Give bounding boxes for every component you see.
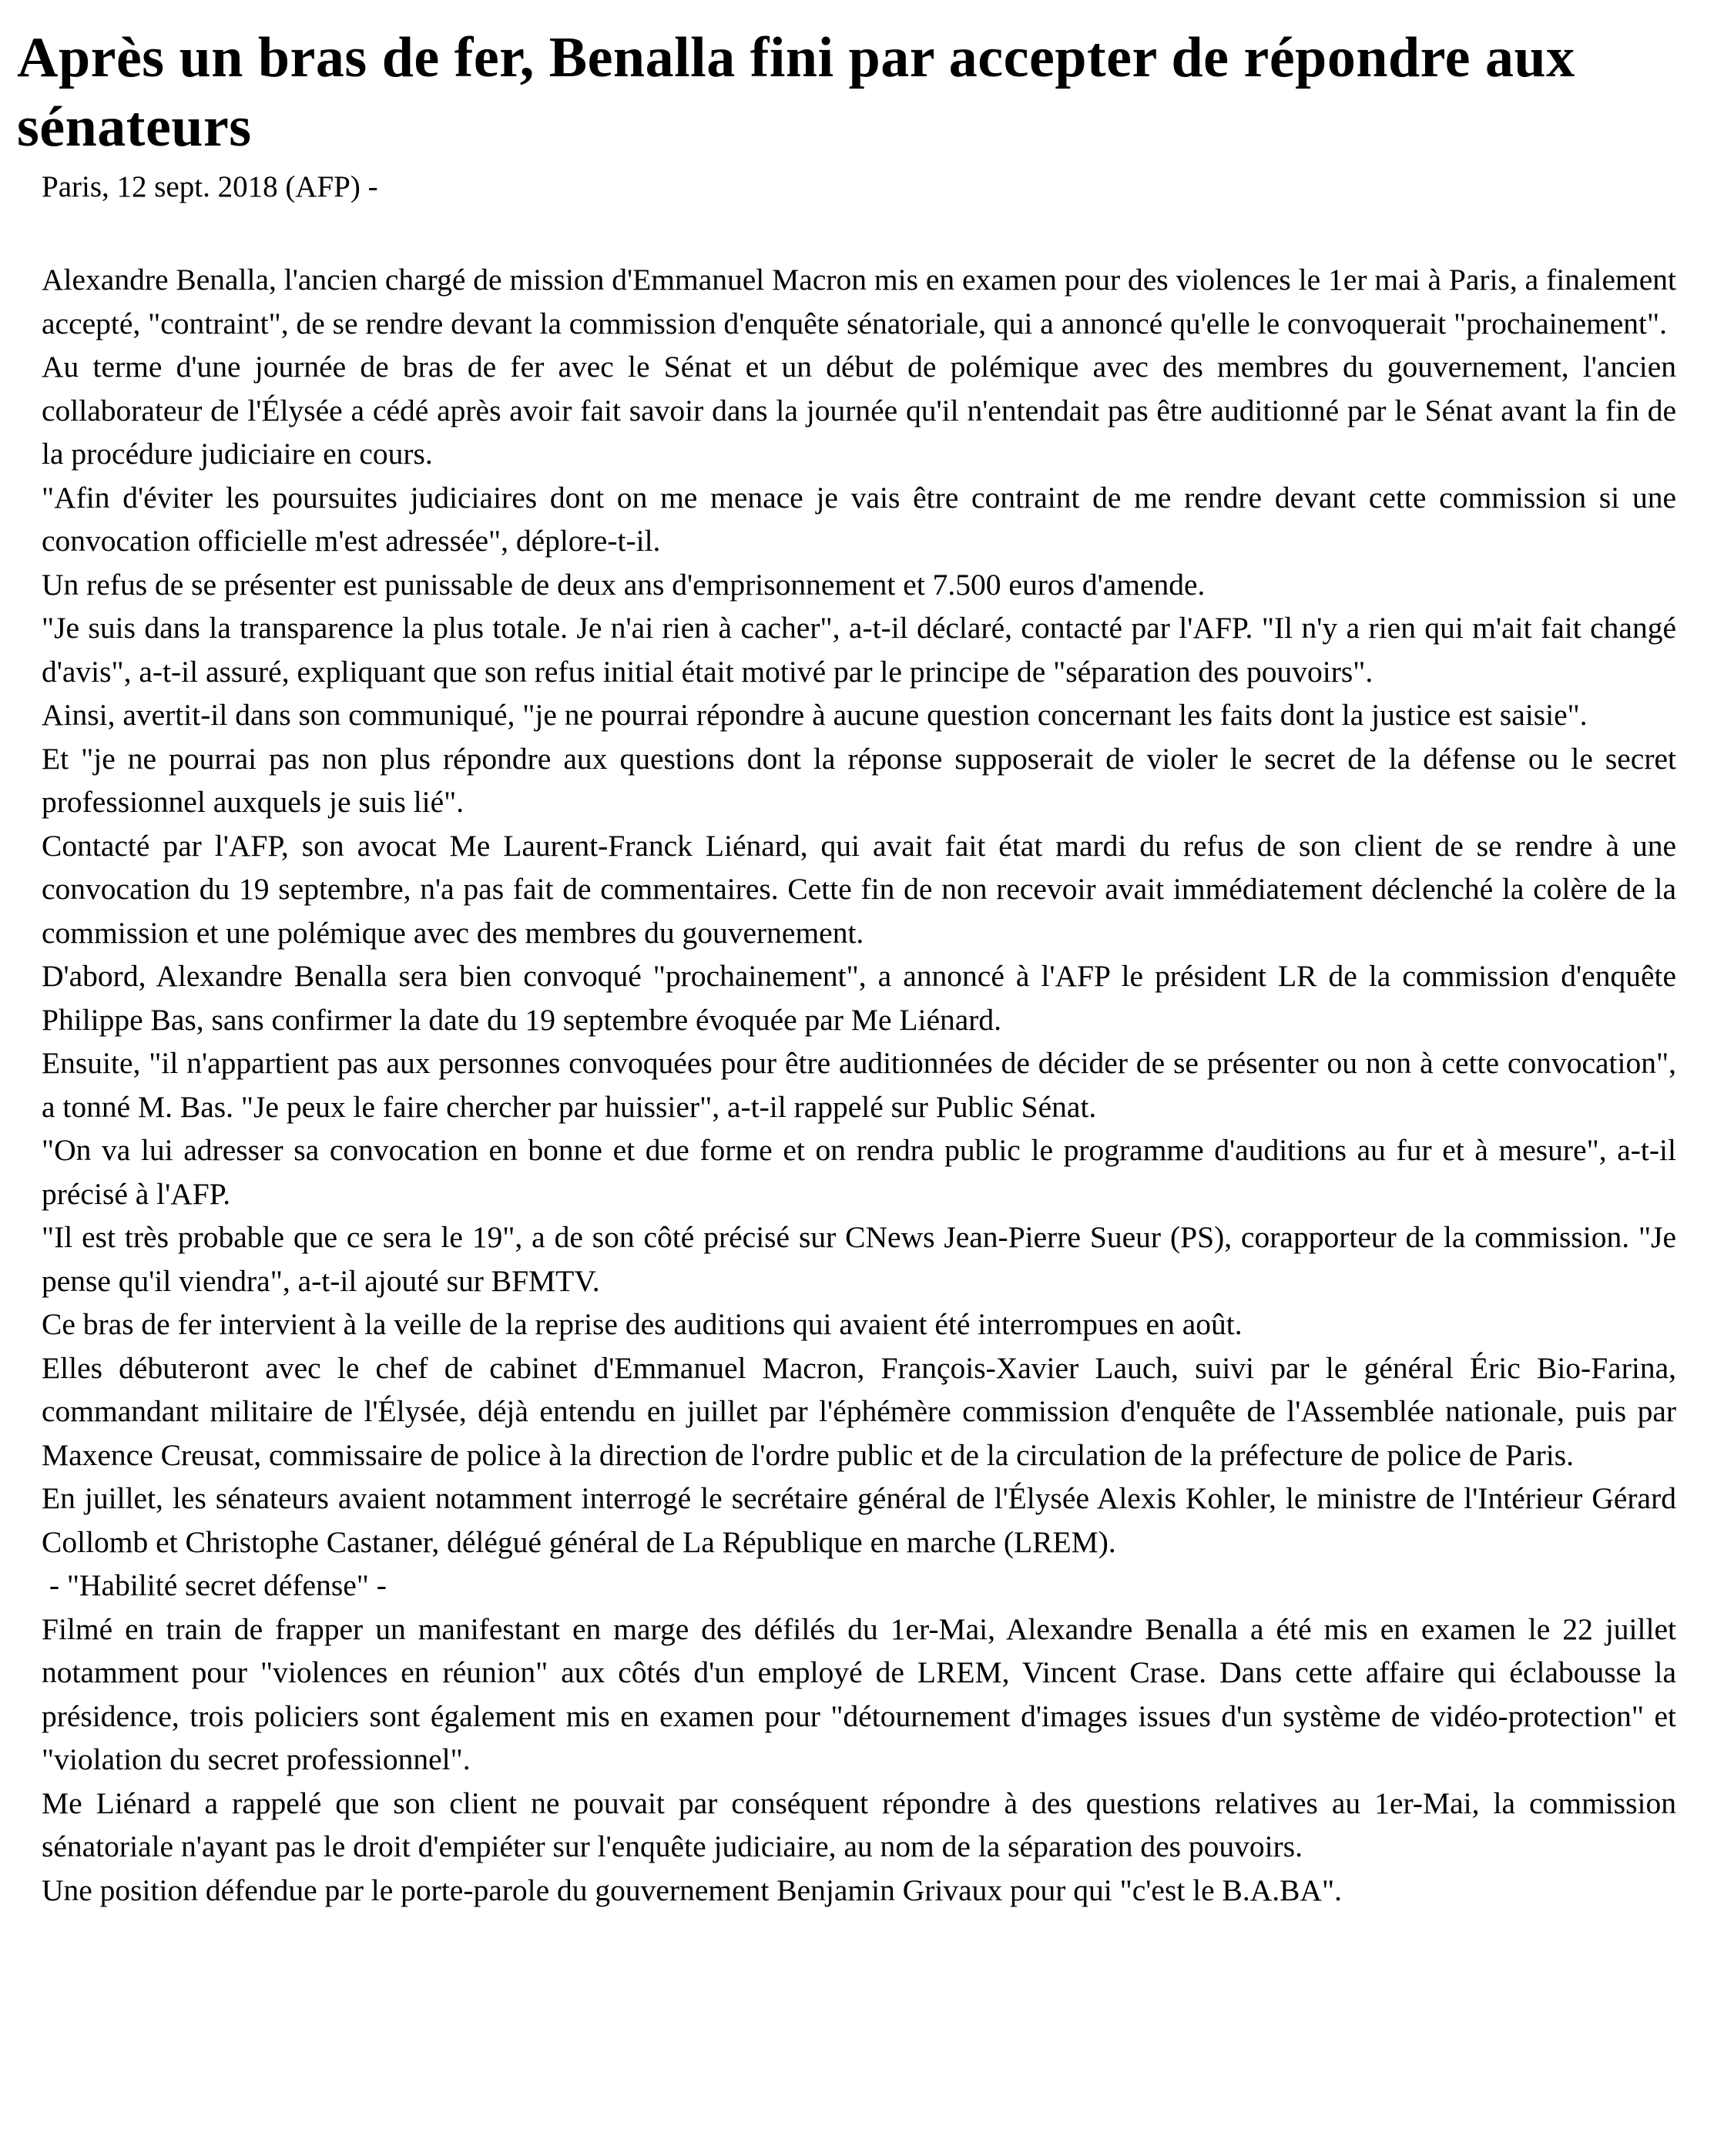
article-paragraph: "Il est très probable que ce sera le 19", a de son côté précisé sur CNews Jean-Pierre Sueur (PS), corapporteur de la commission. "Je pense qu'il viendra", a-t-il ajouté sur BFMTV. — [42, 1220, 1676, 1298]
article-paragraph: Une position défendue par le porte-parole du gouvernement Benjamin Grivaux pour qui "c'est le B.A.BA". — [42, 1873, 1343, 1907]
article-paragraph: En juillet, les sénateurs avaient notamment interrogé le secrétaire général de l'Élysée Alexis Kohler, le ministre de l'Intérieur Gérard Collomb et Christophe Castaner, délégué général de La République en marche (LREM). — [42, 1481, 1676, 1559]
article-paragraph: Ce bras de fer intervient à la veille de la reprise des auditions qui avaient été interrompues en août. — [42, 1307, 1243, 1341]
article-body — [42, 258, 1676, 1912]
article-subheading: - "Habilité secret défense" - — [42, 1568, 387, 1602]
article-paragraph: Elles débuteront avec le chef de cabinet d'Emmanuel Macron, François-Xavier Lauch, suivi par le général Éric Bio-Farina, commandant militaire de l'Élysée, déjà entendu en juillet par l'éphémère commission d'enquête de l'Assemblée nationale, puis par Maxence Creusat, commissaire de police à la direction de l'ordre public et de la circulation de la préfecture de police de Paris. — [42, 1350, 1676, 1472]
article-paragraph: Alexandre Benalla, l'ancien chargé de mission d'Emmanuel Macron mis en examen pour des violences le 1er mai à Paris, a finalement accepté, "contraint", de se rendre devant la commission d'enquête sénatoriale, qui a annoncé qu'elle le convoquerait "prochainement". — [42, 263, 1676, 340]
article-paragraph: "Je suis dans la transparence la plus totale. Je n'ai rien à cacher", a-t-il déclaré, contacté par l'AFP. "Il n'y a rien qui m'ait fait changé d'avis", a-t-il assuré, expliquant que son refus initial était motivé par le principe de "séparation des pouvoirs". — [42, 611, 1676, 689]
article-paragraph: Contacté par l'AFP, son avocat Me Laurent-Franck Liénard, qui avait fait état mardi du refus de son client de se rendre à une convocation du 19 septembre, n'a pas fait de commentaires. Cette fin de non recevoir avait immédiatement déclenché la colère de la commission et une polémique avec des membres du gouvernement. — [42, 828, 1676, 950]
article-paragraph: Me Liénard a rappelé que son client ne pouvait par conséquent répondre à des questions relatives au 1er-Mai, la commission sénatoriale n'ayant pas le droit d'empiéter sur l'enquête judiciaire, au nom de la séparation des pouvoirs. — [42, 1785, 1676, 1863]
article-paragraph: "Afin d'éviter les poursuites judiciaires dont on me menace je vais être contraint de me rendre devant cette commission si une convocation officielle m'est adressée", déplore-t-il. — [42, 480, 1676, 558]
article-paragraph: Filmé en train de frapper un manifestant en marge des défilés du 1er-Mai, Alexandre Benalla a été mis en examen le 22 juillet notamment pour "violences en réunion" aux côtés d'un employé de LREM, Vincent Crase. Dans cette affaire qui éclabousse la présidence, trois policiers sont également mis en examen pour "détournement d'images issues d'un système de vidéo-protection" et "violation du secret professionnel". — [42, 1611, 1676, 1776]
article-paragraph: Au terme d'une journée de bras de fer avec le Sénat et un début de polémique avec des membres du gouvernement, l'ancien collaborateur de l'Élysée a cédé après avoir fait savoir dans la journée qu'il n'entendait pas être auditionné par le Sénat avant la fin de la procédure judiciaire en cours. — [42, 350, 1676, 471]
article-paragraph: Un refus de se présenter est punissable de deux ans d'emprisonnement et 7.500 euros d'amende. — [42, 567, 1206, 602]
article-paragraph: "On va lui adresser sa convocation en bonne et due forme et on rendra public le programme d'auditions au fur et à mesure", a-t-il précisé à l'AFP. — [42, 1133, 1676, 1211]
article-paragraph: D'abord, Alexandre Benalla sera bien convoqué "prochainement", a annoncé à l'AFP le président LR de la commission d'enquête Philippe Bas, sans confirmer la date du 19 septembre évoquée par Me Liénard. — [42, 959, 1676, 1037]
article-paragraph: Ainsi, avertit-il dans son communiqué, "je ne pourrai répondre à aucune question concernant les faits dont la justice est saisie". — [42, 698, 1588, 732]
article-paragraph: Ensuite, "il n'appartient pas aux personnes convoquées pour être auditionnées de décider de se présenter ou non à cette convocation", a tonné M. Bas. "Je peux le faire chercher par huissier", a-t-il rappelé sur Public Sénat. — [42, 1046, 1676, 1124]
article-dateline: Paris, 12 sept. 2018 (AFP) - — [42, 170, 378, 203]
article-headline: Après un bras de fer, Benalla fini par accepter de répondre aux sénateurs — [17, 26, 1575, 159]
article-paragraph: Et "je ne pourrai pas non plus répondre aux questions dont la réponse supposerait de violer le secret de la défense ou le secret professionnel auxquels je suis lié". — [42, 741, 1676, 819]
